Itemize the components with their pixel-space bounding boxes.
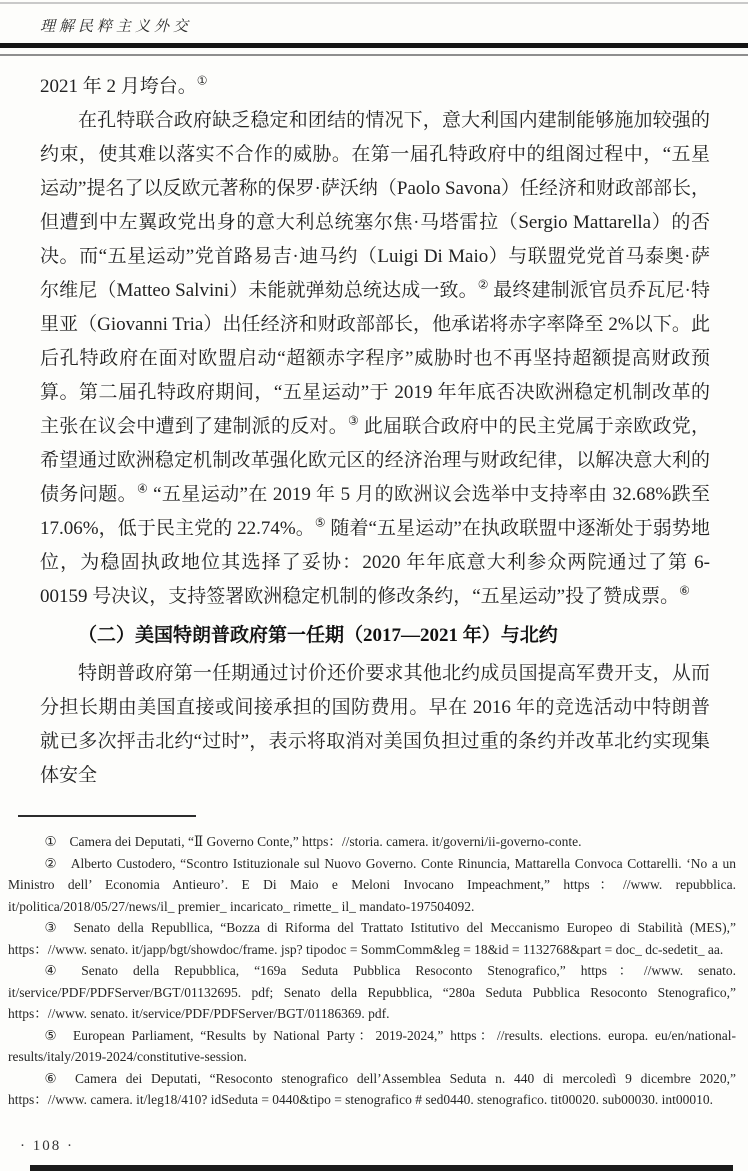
page-number: · 108 · [20,1138,74,1154]
footnotes-block [8,831,736,1111]
footnote-item [8,853,736,918]
page-bottom-edge-bar [30,1165,733,1171]
body-paragraph-continuation: 2021 年 2 月垮台。① [40,74,208,97]
footnote-text: Senato della Republlica, “Bozza di Riforma del Trattato Istitutivo del Meccanismo Europeo di Stabilità (MES),” https：//www. senato. it/japp/bgt/showdoc/frame. jsp? tipodoc = SommComm&leg = 18&id = 1132768&part = doc_ dc-sedetit_ aa. [8,920,736,957]
footnote-item [8,960,736,1025]
footnote-text: Camera dei Deputati, “Resoconto stenografico dell’Assemblea Seduta n. 440 di mercoledì 9 dicembre 2020,” https：//www. camera. it/leg18/410? idSeduta = 0440&tipo = stenografico # sed0440. stenografico. tit00020. sub00030. int00010. [8,1070,736,1107]
footnote-item [8,1025,736,1068]
page-top-edge-line [0,2,748,4]
section-heading: （二）美国特朗普政府第一任期（2017—2021 年）与北约 [78,625,558,646]
footnote-marker: ④ [44,963,69,978]
header-rule-thick [0,43,748,48]
running-header-title: 理解民粹主义外交 [40,19,193,35]
footnote-text: Senato della Repubblica, “169a Seduta Pubblica Resoconto Stenografico,” https：//www. senato. it/service/PDF/PDFServer/BGT/01132695. pdf; Senato della Repubblica, “280a Seduta Pubblica Resoconto Stenografico,” https：//www. senato. it/service/PDF/PDFServer/BGT/01186369. pdf. [8,963,736,1021]
footnote-separator-rule [18,815,196,817]
body-paragraph: 特朗普政府第一任期通过讨价还价要求其他北约成员国提高军费开支，从而分担长期由美国直接或间接承担的国防费用。早在 2016 年的竞选活动中特朗普就已多次抨击北约“过时”，表示将取消对美国负担过重的条约并改革北约实现集体安全 [40,663,710,786]
body-paragraph: 在孔特联合政府缺乏稳定和团结的情况下，意大利国内建制能够施加较强的约束，使其难以落实不合作的威胁。在第一届孔特政府中的组阁过程中，“五星运动”提名了以反欧元著称的保罗·萨沃纳（Paolo Savona）任经济和财政部部长，但遭到中左翼政党出身的意大利总统塞尔焦·马塔雷拉（Sergio Mattarella）的否决。而“五星运动”党首路易吉·迪马约（Luigi Di Maio）与联盟党党首马泰奥·萨尔维尼（Matteo Salvini）未能就弹劾总统达成一致。② 最终建制派官员乔瓦尼·特里亚（Giovanni Tria）出任经济和财政部部长，他承诺将赤字率降至 2%以下。此后孔特政府在面对欧盟启动“超额赤字程序”威胁时也不再坚持超额提高财政预算。第二届孔特政府期间，“五星运动”于 2019 年年底否决欧洲稳定机制改革的主张在议会中遭到了建制派的反对。③ 此届联合政府中的民主党属于亲欧政党，希望通过欧洲稳定机制改革强化欧元区的经济治理与财政纪律，以解决意大利的债务问题。④ “五星运动”在 2019 年 5 月的欧洲议会选举中支持率由 32.68%跌至 17.06%，低于民主党的 22.74%。⑤ 随着“五星运动”在执政联盟中逐渐处于弱势地位，为稳固执政地位其选择了妥协：2020 年年底意大利参众两院通过了第 6-00159 号决议，支持签署欧洲稳定机制的修改条约，“五星运动”投了赞成票。⑥ [40,110,710,607]
footnote-marker: ⑥ [44,1070,62,1086]
header-rule-thin [0,54,748,56]
running-header [0,0,748,36]
footnote-item [8,1068,736,1111]
footnote-text: Alberto Custodero, “Scontro Istituzionale sul Nuovo Governo. Conte Rinuncia, Mattarella Convoca Cottarelli. ‘No a un Ministro dell’ Economia Antieuro’. E Di Maio e Meloni Invocano Impeachment,” https：//www. repubblica. it/politica/2018/05/27/news/il_ premier_ incaricato_ rimette_ il_ mandato-197504092. [8,855,736,914]
footnote-marker: ⑤ [44,1027,61,1043]
footnote-text: European Parliament, “Results by National Party：2019-2024,” https：//results. elections. europa. eu/en/national-results/italy/2019-2024/constitutive-session. [8,1027,736,1064]
footnote-marker: ② [44,855,58,871]
footnote-marker: ③ [44,920,61,935]
footnote-marker: ① [44,834,57,849]
footnote-item [8,831,736,853]
footnote-text: Camera dei Deputati, “Ⅱ Governo Conte,” https：//storia. camera. it/governi/ii-governo-conte. [69,834,582,849]
footnote-item [8,917,736,960]
body-text-block [40,70,710,793]
